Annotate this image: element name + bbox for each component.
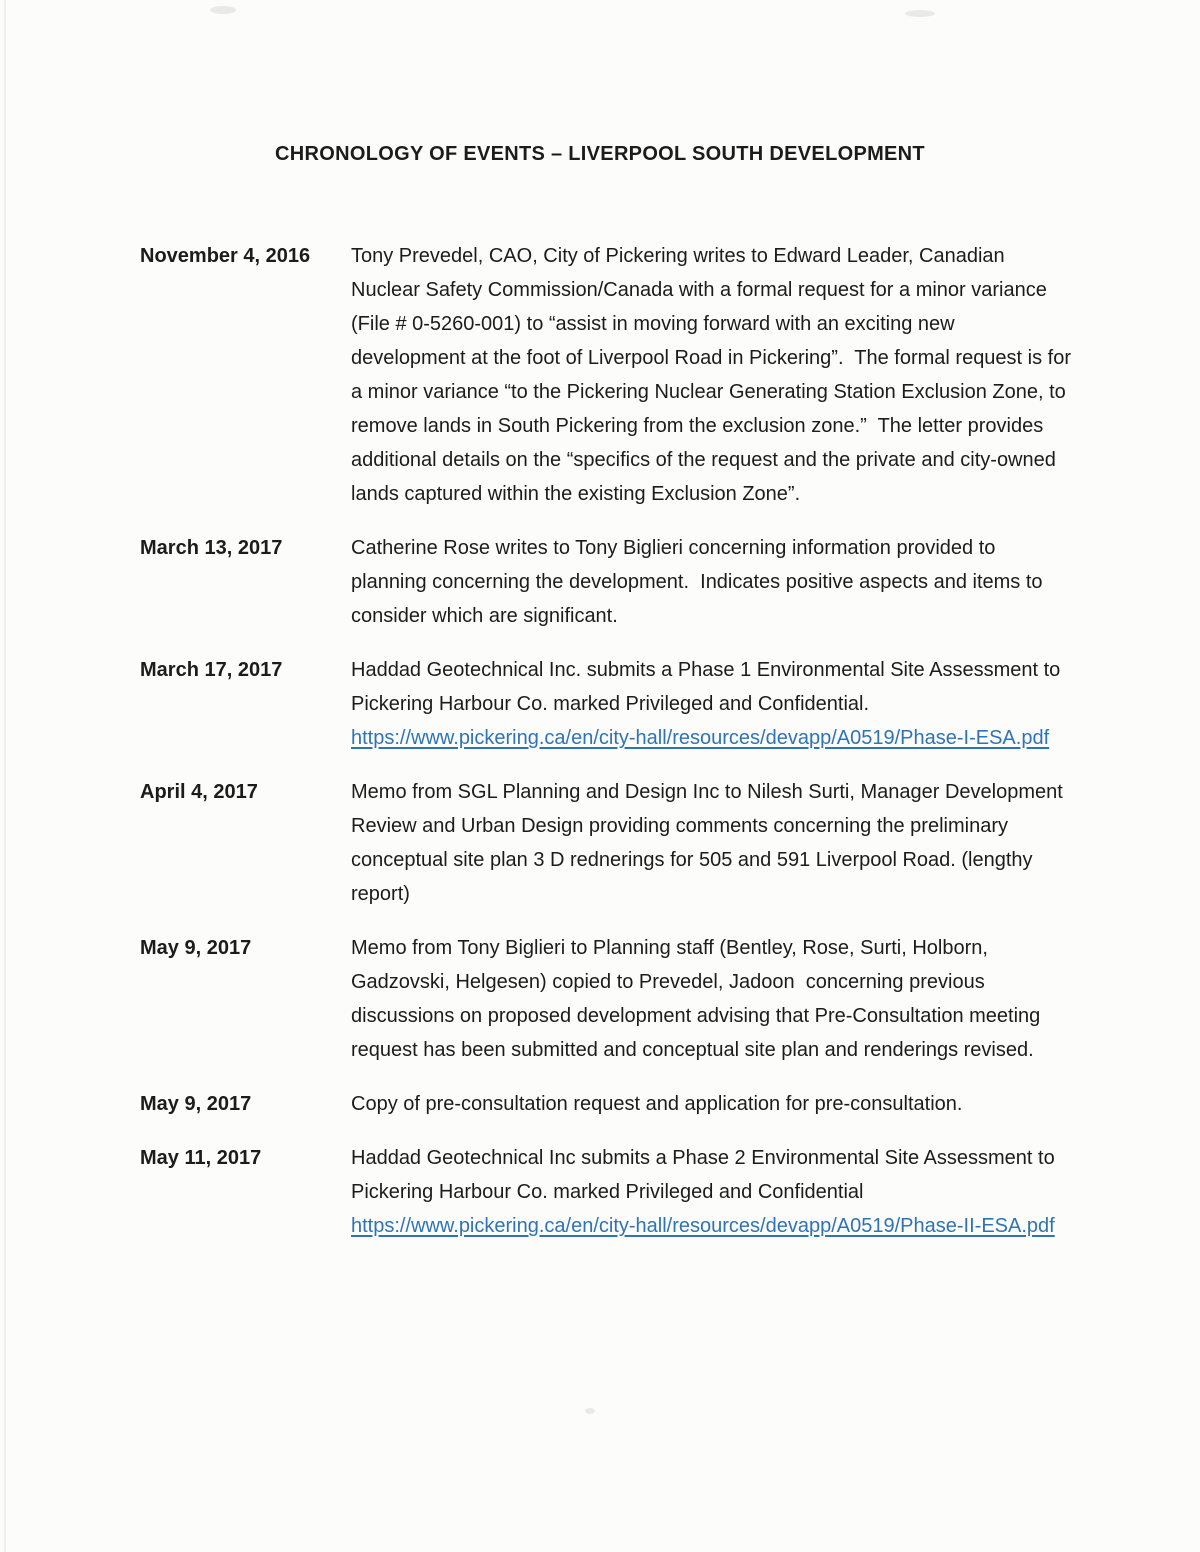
pdf-hyperlink[interactable]: https://www.pickering.ca/en/city-hall/resources/devapp/A0519/Phase-I-ESA.pdf <box>351 727 1050 749</box>
chronology-entry <box>140 653 1072 755</box>
chronology-entry <box>140 531 1072 633</box>
entry-text: Catherine Rose writes to Tony Biglieri concerning information provided to planning concerning the development. Indicates positive aspects and items to consider which are significant. <box>351 537 1049 627</box>
scan-speck-artifact <box>585 1408 595 1414</box>
scan-edge-artifact <box>4 0 6 1552</box>
entry-body <box>351 239 1077 511</box>
document-title: CHRONOLOGY OF EVENTS – LIVERPOOL SOUTH DEVELOPMENT <box>275 143 925 165</box>
entry-body <box>351 1087 1072 1121</box>
entry-body <box>351 775 1072 911</box>
chronology-entry <box>140 239 1077 511</box>
chronology-entry <box>140 1087 1072 1121</box>
entry-date: May 9, 2017 <box>140 1093 252 1115</box>
scan-speck-artifact <box>210 6 236 14</box>
chronology-entry <box>140 931 1072 1067</box>
entry-text: Haddad Geotechnical Inc submits a Phase 2 Environmental Site Assessment to Pickering Harbour Co. marked Privileged and Confidential <box>351 1147 1061 1203</box>
chronology-list <box>140 239 1077 1263</box>
pdf-hyperlink[interactable]: https://www.pickering.ca/en/city-hall/resources/devapp/A0519/Phase-II-ESA.pdf <box>351 1215 1055 1237</box>
chronology-entry <box>140 1141 1072 1243</box>
entry-date: March 17, 2017 <box>140 659 283 681</box>
entry-body <box>351 1141 1072 1243</box>
scan-speck-artifact <box>905 10 935 17</box>
chronology-entry <box>140 775 1072 911</box>
entry-text: Haddad Geotechnical Inc. submits a Phase 1 Environmental Site Assessment to Pickering Harbour Co. marked Privileged and Confidential. <box>351 659 1066 715</box>
entry-date: November 4, 2016 <box>140 245 311 267</box>
entry-body <box>351 531 1072 633</box>
entry-text: Memo from SGL Planning and Design Inc to Nilesh Surti, Manager Development Review and Urban Design providing comments concerning the preliminary conceptual site plan 3 D rednerings for 505 and 591 Liverpool Road. (lengthy report) <box>351 781 1069 905</box>
entry-body <box>351 653 1072 755</box>
entry-body <box>351 931 1072 1067</box>
entry-text: Copy of pre-consultation request and application for pre-consultation. <box>351 1093 963 1115</box>
entry-text: Memo from Tony Biglieri to Planning staff (Bentley, Rose, Surti, Holborn, Gadzovski, Helgesen) copied to Prevedel, Jadoon concerning previous discussions on proposed development advising that Pre-Consultation meeting request has been submitted and conceptual site plan and renderings revised. <box>351 937 1046 1061</box>
entry-date: May 9, 2017 <box>140 937 252 959</box>
entry-date: March 13, 2017 <box>140 537 283 559</box>
entry-text: Tony Prevedel, CAO, City of Pickering writes to Edward Leader, Canadian Nuclear Safety Commission/Canada with a formal request for a minor variance (File # 0-5260-001) to “assist in moving forward with an exciting new development at the foot of Liverpool Road in Pickering”. The formal request is for a minor variance “to the Pickering Nuclear Generating Station Exclusion Zone, to remove lands in South Pickering from the exclusion zone.” The letter provides additional details on the “specifics of the request and the private and city-owned lands captured within the existing Exclusion Zone”. <box>351 245 1077 505</box>
entry-date: April 4, 2017 <box>140 781 258 803</box>
entry-date: May 11, 2017 <box>140 1147 262 1169</box>
